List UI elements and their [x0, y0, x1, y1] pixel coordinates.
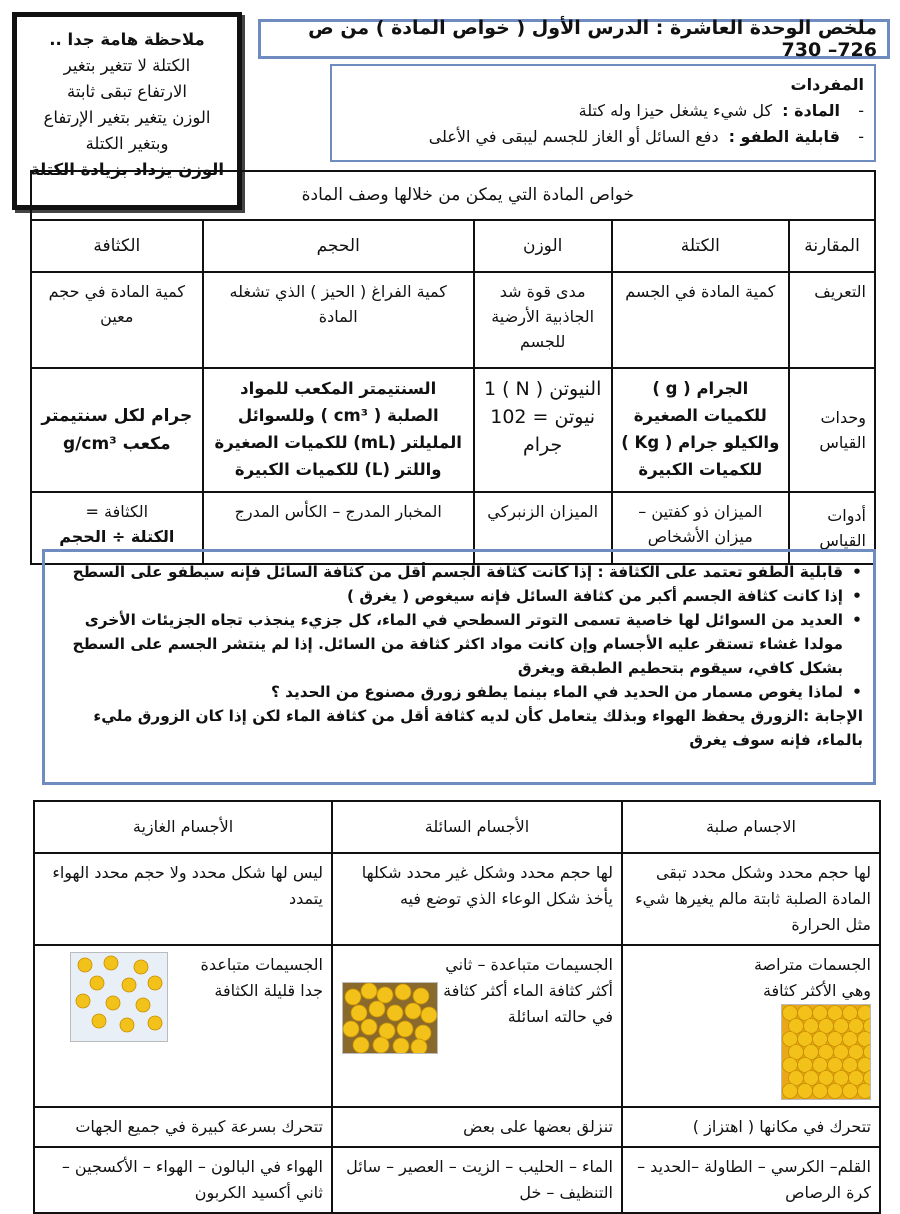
vocab-item: - قابلية الطفو : دفع السائل أو الغاز للجسم ليبقى في الأعلى — [342, 124, 864, 150]
vocab-item: - المادة : كل شيء يشغل حيزا وله كتلة — [342, 98, 864, 124]
particle-ball — [858, 1084, 872, 1099]
note-line: الوزن يزداد بزيادة الكتلة — [29, 160, 225, 179]
solid-motion: تتحرك في مكانها ( اهتزاز ) — [622, 1107, 880, 1147]
particle-ball — [361, 983, 377, 999]
particle-ball — [405, 1003, 421, 1019]
units-weight: النيوتن ( N ) 1 نيوتن = 102 جرام — [474, 368, 612, 492]
particle-ball — [361, 1019, 377, 1035]
header-density: الكثافة — [31, 220, 203, 272]
header-gases: الأجسام الغازية — [34, 801, 332, 853]
liquid-particles — [332, 945, 622, 1107]
particle-ball — [798, 1084, 813, 1099]
gas-shape-volume: ليس لها شكل محدد ولا حجم محدد الهواء يتمدد — [34, 853, 332, 945]
note-line: الارتفاع تبقى ثابتة — [67, 82, 187, 101]
density-formula: الكتلة ÷ الحجم — [59, 527, 175, 546]
liquid-shape-volume: لها حجم محدد وشكل غير محدد شكلها يأخذ شكل الوعاء الذي توضع فيه — [332, 853, 622, 945]
particle-ball — [783, 1084, 798, 1099]
definition-weight: مدى قوة شد الجاذبية الأرضية للجسم — [474, 272, 612, 368]
particle-ball — [415, 1025, 431, 1041]
particle-ball — [393, 1038, 409, 1054]
particle-ball — [104, 956, 118, 970]
gas-particles-text: الجسيمات متباعدة جدا قليلة الكثافة — [200, 955, 323, 1000]
units-mass: الجرام ( g ) للكميات الصغيرة والكيلو جرام ( Kg ) للكميات الكبيرة — [612, 368, 790, 492]
answer-text: الإجابة :الزورق يحفظ الهواء وبذلك يتعامل كأن لديه كثافة أقل من كثافة الماء لكن إذا كان الزورق مليء بالماء، فإنه سوف يغرق — [93, 707, 863, 749]
particle-ball — [387, 1005, 403, 1021]
particle-ball — [828, 1084, 843, 1099]
liquid-particles-image — [342, 982, 438, 1054]
particle-ball — [373, 1037, 389, 1053]
particle-ball — [90, 976, 104, 990]
particle-ball — [136, 998, 150, 1012]
row-label-units: وحدات القياس — [789, 368, 875, 492]
header-volume: الحجم — [203, 220, 474, 272]
particle-ball — [148, 1016, 162, 1030]
liquid-particles-text: الجسيمات متباعدة – ثاني أكثر كثافة الماء أكثر كثافة في حالته اسائلة — [443, 955, 613, 1026]
definition-mass: كمية المادة في الجسم — [612, 272, 790, 368]
liquid-motion: تنزلق بعضها على بعض — [332, 1107, 622, 1147]
particle-ball — [377, 987, 393, 1003]
units-density: جرام لكل سنتيمتر مكعب g/cm³ — [31, 368, 203, 492]
vocabulary-box — [330, 64, 876, 162]
gas-particles-image — [70, 952, 168, 1042]
gas-examples: الهواء في البالون – الهواء – الأكسجين – ثاني أكسيد الكربون — [34, 1147, 332, 1213]
vocab-term: المادة : — [782, 101, 840, 120]
row-label-tools: أدوات القياس — [789, 492, 875, 564]
header-comparison: المقارنة — [789, 220, 875, 272]
states-of-matter-table — [33, 800, 881, 1214]
liquid-examples: الماء – الحليب – الزيت – العصير – سائل التنظيف – خل — [332, 1147, 622, 1213]
header-liquids: الأجسام السائلة — [332, 801, 622, 853]
particle-ball — [134, 960, 148, 974]
vocabulary-heading: المفردات — [790, 75, 864, 94]
gas-particles — [34, 945, 332, 1107]
solid-particles — [622, 945, 880, 1107]
buoyancy-facts-box — [42, 549, 876, 785]
particle-ball — [343, 1021, 359, 1037]
particle-ball — [843, 1084, 858, 1099]
particle-ball — [858, 1032, 872, 1047]
note-line: وبتغير الكتلة — [85, 134, 169, 153]
header-solids: الاجسام صلبة — [622, 801, 880, 853]
particle-ball — [379, 1023, 395, 1039]
particle-ball — [78, 958, 92, 972]
density-equals: الكثافة = — [85, 502, 149, 521]
solid-particles-text: الجسمات متراصة وهي الأكثر كثافة — [753, 955, 871, 1000]
properties-banner: خواص المادة التي يمكن من خلالها وصف المادة — [31, 171, 875, 220]
note-heading: ملاحظة هامة جدا .. — [49, 30, 205, 49]
note-line: الوزن يتغير بتغير الإرتفاع — [43, 108, 211, 127]
particle-ball — [397, 1021, 413, 1037]
particle-ball — [122, 978, 136, 992]
bullet-item: • قابلية الطفو تعتمد على الكثافة : إذا كانت كثافة الجسم أقل من كثافة السائل فإنه سيطفو على السطح — [72, 563, 862, 581]
definition-density: كمية المادة في حجم معين — [31, 272, 203, 368]
particle-ball — [413, 988, 429, 1004]
vocab-definition: كل شيء يشغل حيزا وله كتلة — [578, 101, 773, 120]
particle-ball — [813, 1084, 828, 1099]
particle-ball — [421, 1007, 437, 1023]
bullet-item: • العديد من السوائل لها خاصية تسمى التوتر السطحي في الماء، كل جزيء ينجذب تجاه الجزيئات الأخرى مولدا غشاء تستقر عليه الأجسام وإن كانت مواد اكثر كثافة من السائل. إذا لم ينتشر الجسم على السطح بشكل كافي، سيقوم بتحطيم الطبقة ويغرق — [72, 611, 862, 677]
particle-ball — [858, 1058, 872, 1073]
solid-particles-image — [781, 1004, 871, 1100]
particle-ball — [92, 1014, 106, 1028]
header-weight: الوزن — [474, 220, 612, 272]
particle-ball — [148, 976, 162, 990]
tools-volume: المخبار المدرج – الكأس المدرج — [203, 492, 474, 564]
lesson-title: ملخص الوحدة العاشرة : الدرس الأول ( خواص المادة ) من ص 726– 730 — [258, 19, 890, 59]
particle-ball — [411, 1039, 427, 1054]
properties-table — [30, 170, 876, 565]
particle-ball — [353, 1037, 369, 1053]
bullet-item: • إذا كانت كثافة الجسم أكبر من كثافة السائل فإنه سيغوص ( يغرق ) — [347, 587, 862, 605]
particle-ball — [858, 1006, 872, 1021]
vocab-term: قابلية الطفو : — [728, 127, 840, 146]
tools-weight: الميزان الزنبركي — [474, 492, 612, 564]
gas-motion: تتحرك بسرعة كبيرة في جميع الجهات — [34, 1107, 332, 1147]
vocab-definition: دفع السائل أو الغاز للجسم ليبقى في الأعلى — [428, 127, 719, 146]
tools-mass: الميزان ذو كفتين – ميزان الأشخاص — [612, 492, 790, 564]
row-label-definition: التعريف — [789, 272, 875, 368]
particle-ball — [351, 1005, 367, 1021]
header-mass: الكتلة — [612, 220, 790, 272]
note-line: الكتلة لا تتغير بتغير — [63, 56, 191, 75]
solid-examples: القلم– الكرسي – الطاولة –الحديد – كرة الرصاص — [622, 1147, 880, 1213]
particle-ball — [120, 1018, 134, 1032]
particle-ball — [106, 996, 120, 1010]
particle-ball — [76, 994, 90, 1008]
definition-volume: كمية الفراغ ( الحيز ) الذي تشغله المادة — [203, 272, 474, 368]
bullet-item: • لماذا يغوص مسمار من الحديد في الماء بينما يطفو زورق مصنوع من الحديد ؟ — [270, 683, 862, 701]
particle-ball — [345, 989, 361, 1005]
units-volume: السنتيمتر المكعب للمواد الصلبة ( cm³ ) وللسوائل المليلتر (mL) للكميات الصغيرة واللتر (L) للكميات الكبيرة — [203, 368, 474, 492]
particle-ball — [395, 984, 411, 1000]
particle-ball — [369, 1001, 385, 1017]
solid-shape-volume: لها حجم محدد وشكل محدد تبقى المادة الصلبة ثابتة مالم يغيرها شيء مثل الحرارة — [622, 853, 880, 945]
